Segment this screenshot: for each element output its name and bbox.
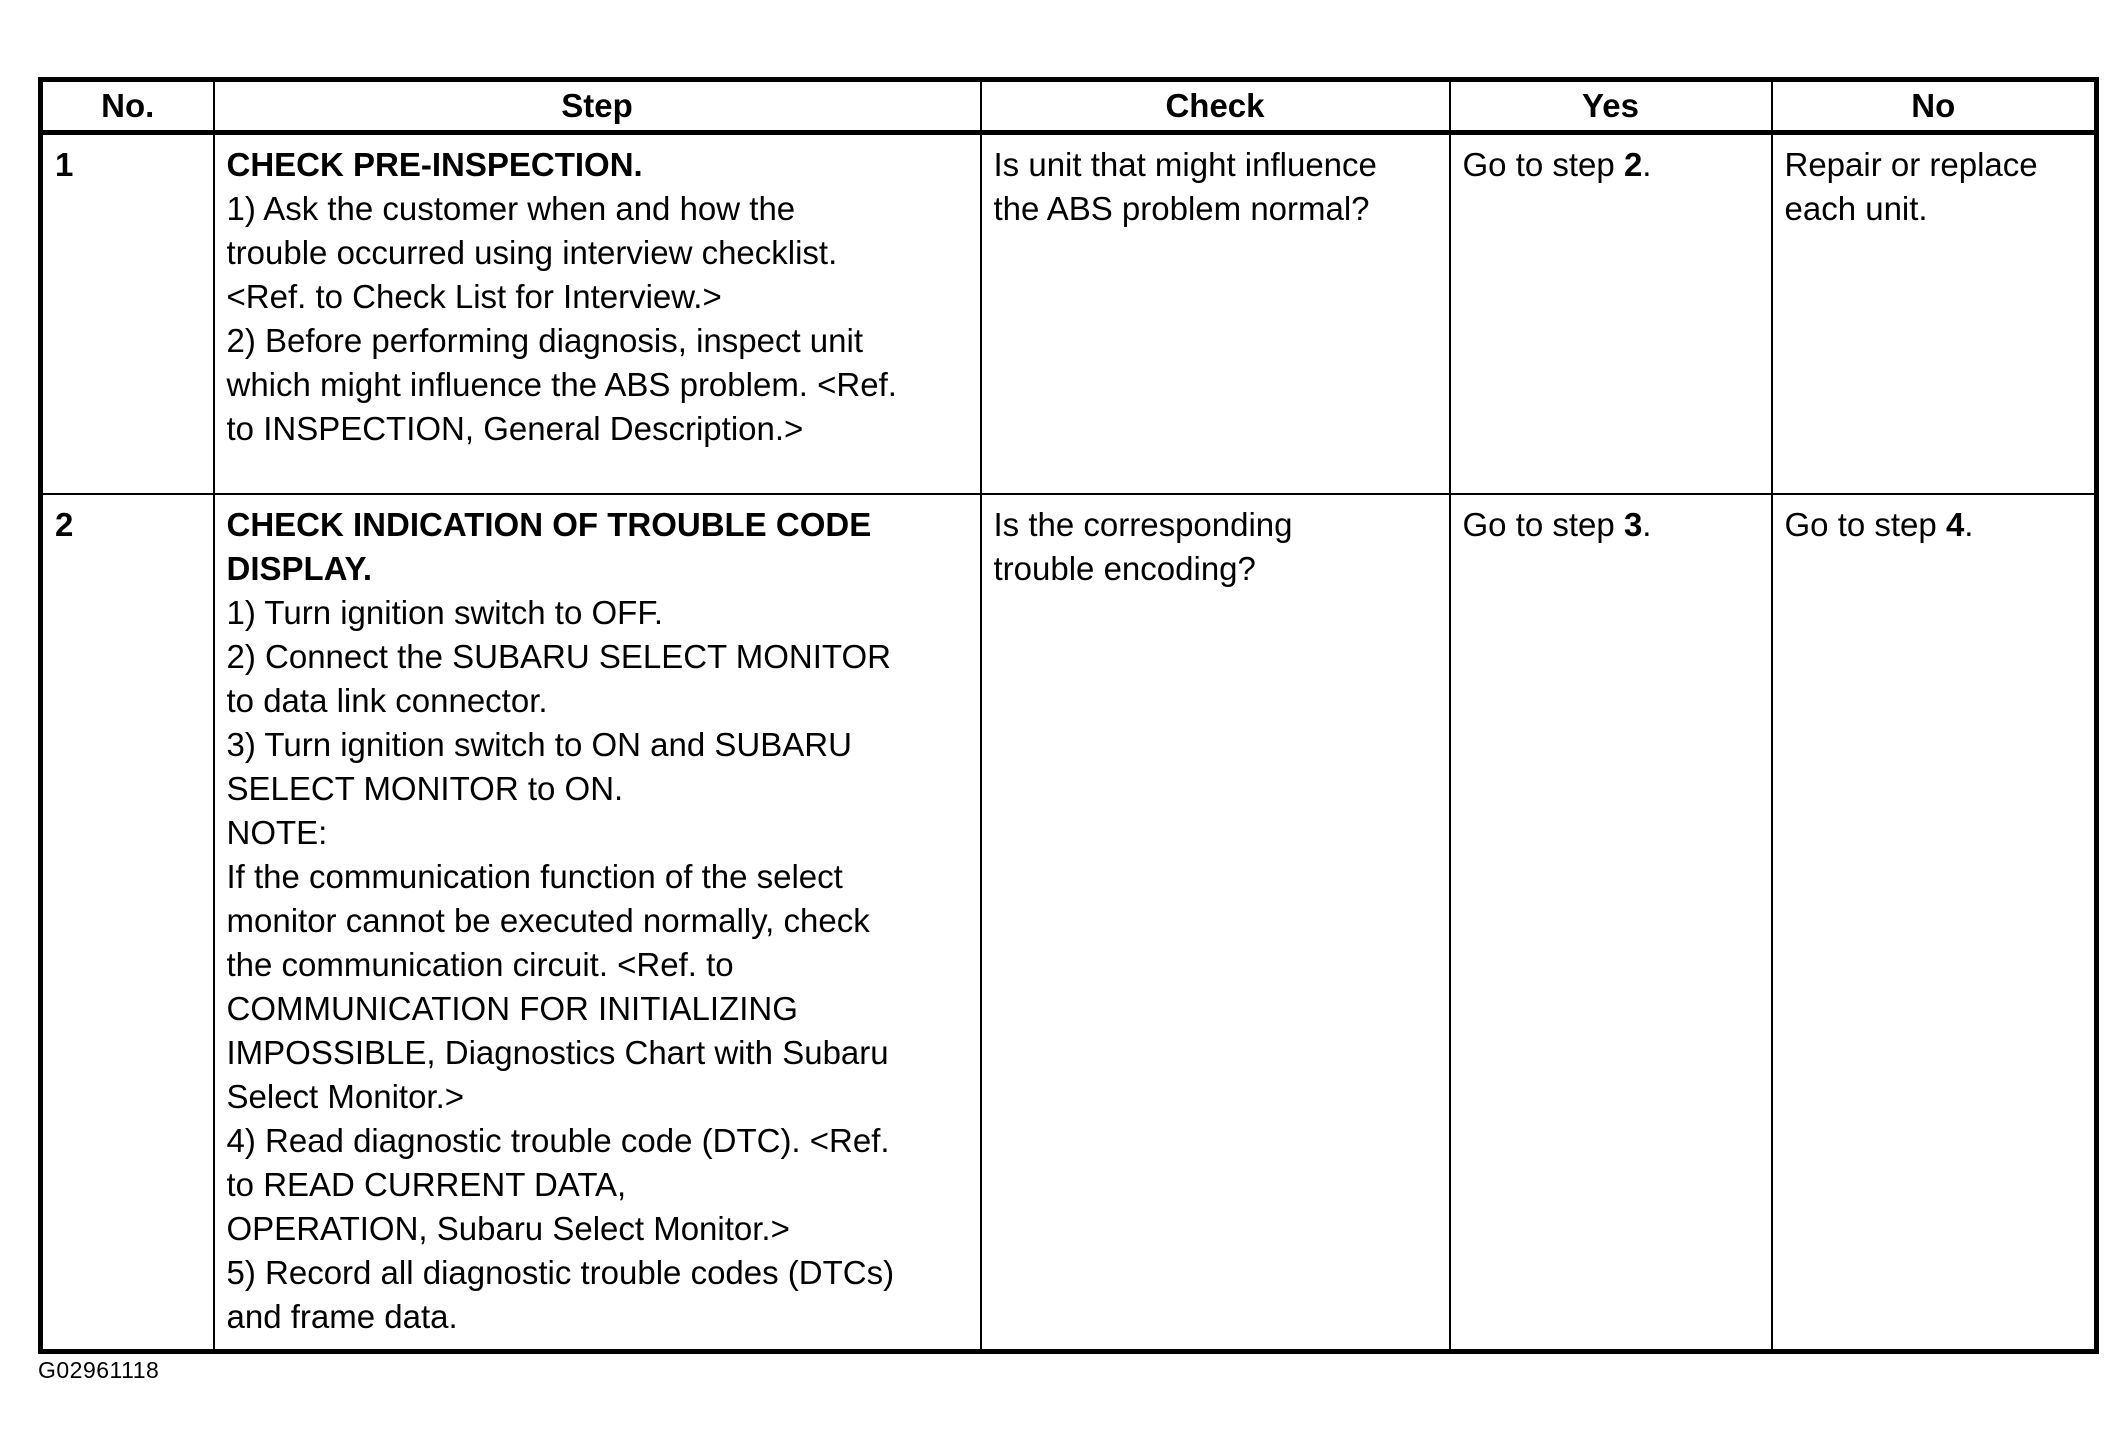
step-cell	[214, 494, 981, 1352]
table-header-row	[41, 80, 2097, 133]
step-line: 3) Turn ignition switch to ON and SUBARU	[226, 726, 852, 763]
step-number-cell	[41, 494, 214, 1352]
check-line: the ABS problem normal?	[993, 190, 1370, 227]
step-line: to INSPECTION, General Description.>	[226, 410, 804, 447]
step-line: to data link connector.	[226, 682, 548, 719]
yes-text: Go to step	[1462, 506, 1624, 543]
no-cell	[1772, 494, 2097, 1352]
check-cell	[981, 133, 1450, 495]
step-line: 5) Record all diagnostic trouble codes (DTCs)	[226, 1254, 895, 1291]
yes-step-number: 2	[1623, 146, 1643, 183]
step-title: CHECK INDICATION OF TROUBLE CODE	[226, 506, 872, 543]
step-line: NOTE:	[226, 814, 328, 851]
step-line: 2) Connect the SUBARU SELECT MONITOR	[226, 638, 891, 675]
no-text: Go to step	[1784, 506, 1946, 543]
yes-cell	[1450, 133, 1772, 495]
no-suffix: .	[1964, 506, 1974, 543]
check-line: trouble encoding?	[993, 550, 1256, 587]
step-line: Select Monitor.>	[226, 1078, 465, 1115]
step-number: 1	[55, 146, 74, 183]
figure-id: G02961118	[38, 1357, 160, 1383]
header-no-result: No	[1772, 80, 2097, 133]
step-line: and frame data.	[226, 1298, 458, 1335]
yes-suffix: .	[1642, 146, 1652, 183]
step-line: IMPOSSIBLE, Diagnostics Chart with Subaru	[226, 1034, 889, 1071]
no-line: Repair or replace	[1784, 146, 2038, 183]
table-row	[41, 494, 2097, 1352]
step-line: which might influence the ABS problem. <Ref.	[226, 366, 897, 403]
step-line: 2) Before performing diagnosis, inspect unit	[226, 322, 864, 359]
check-line: Is unit that might influence	[993, 146, 1377, 183]
step-line: SELECT MONITOR to ON.	[226, 770, 624, 807]
check-line: Is the corresponding	[993, 506, 1293, 543]
step-line: COMMUNICATION FOR INITIALIZING	[226, 990, 798, 1027]
header-step: Step	[214, 80, 981, 133]
step-line: monitor cannot be executed normally, check	[226, 902, 870, 939]
no-step-number: 4	[1945, 506, 1965, 543]
step-line: to READ CURRENT DATA,	[226, 1166, 627, 1203]
step-line: <Ref. to Check List for Interview.>	[226, 278, 722, 315]
step-line: trouble occurred using interview checklist.	[226, 234, 838, 271]
step-cell	[214, 133, 981, 495]
check-cell	[981, 494, 1450, 1352]
header-check: Check	[981, 80, 1450, 133]
header-no: No.	[41, 80, 214, 133]
no-line: each unit.	[1784, 190, 1928, 227]
step-line: 1) Ask the customer when and how the	[226, 190, 796, 227]
step-line: OPERATION, Subaru Select Monitor.>	[226, 1210, 790, 1247]
yes-text: Go to step	[1462, 146, 1624, 183]
header-yes: Yes	[1450, 80, 1772, 133]
step-title: DISPLAY.	[226, 550, 373, 587]
step-number: 2	[55, 506, 74, 543]
step-number-cell	[41, 133, 214, 495]
step-line: the communication circuit. <Ref. to	[226, 946, 734, 983]
step-line: 4) Read diagnostic trouble code (DTC). <Ref.	[226, 1122, 890, 1159]
yes-cell	[1450, 494, 1772, 1352]
step-line: If the communication function of the select	[226, 858, 843, 895]
no-cell	[1772, 133, 2097, 495]
table-row	[41, 133, 2097, 495]
yes-step-number: 3	[1623, 506, 1643, 543]
step-title: CHECK PRE-INSPECTION.	[226, 146, 643, 183]
yes-suffix: .	[1642, 506, 1652, 543]
step-line: 1) Turn ignition switch to OFF.	[226, 594, 663, 631]
diagnostic-table	[38, 77, 2099, 1354]
